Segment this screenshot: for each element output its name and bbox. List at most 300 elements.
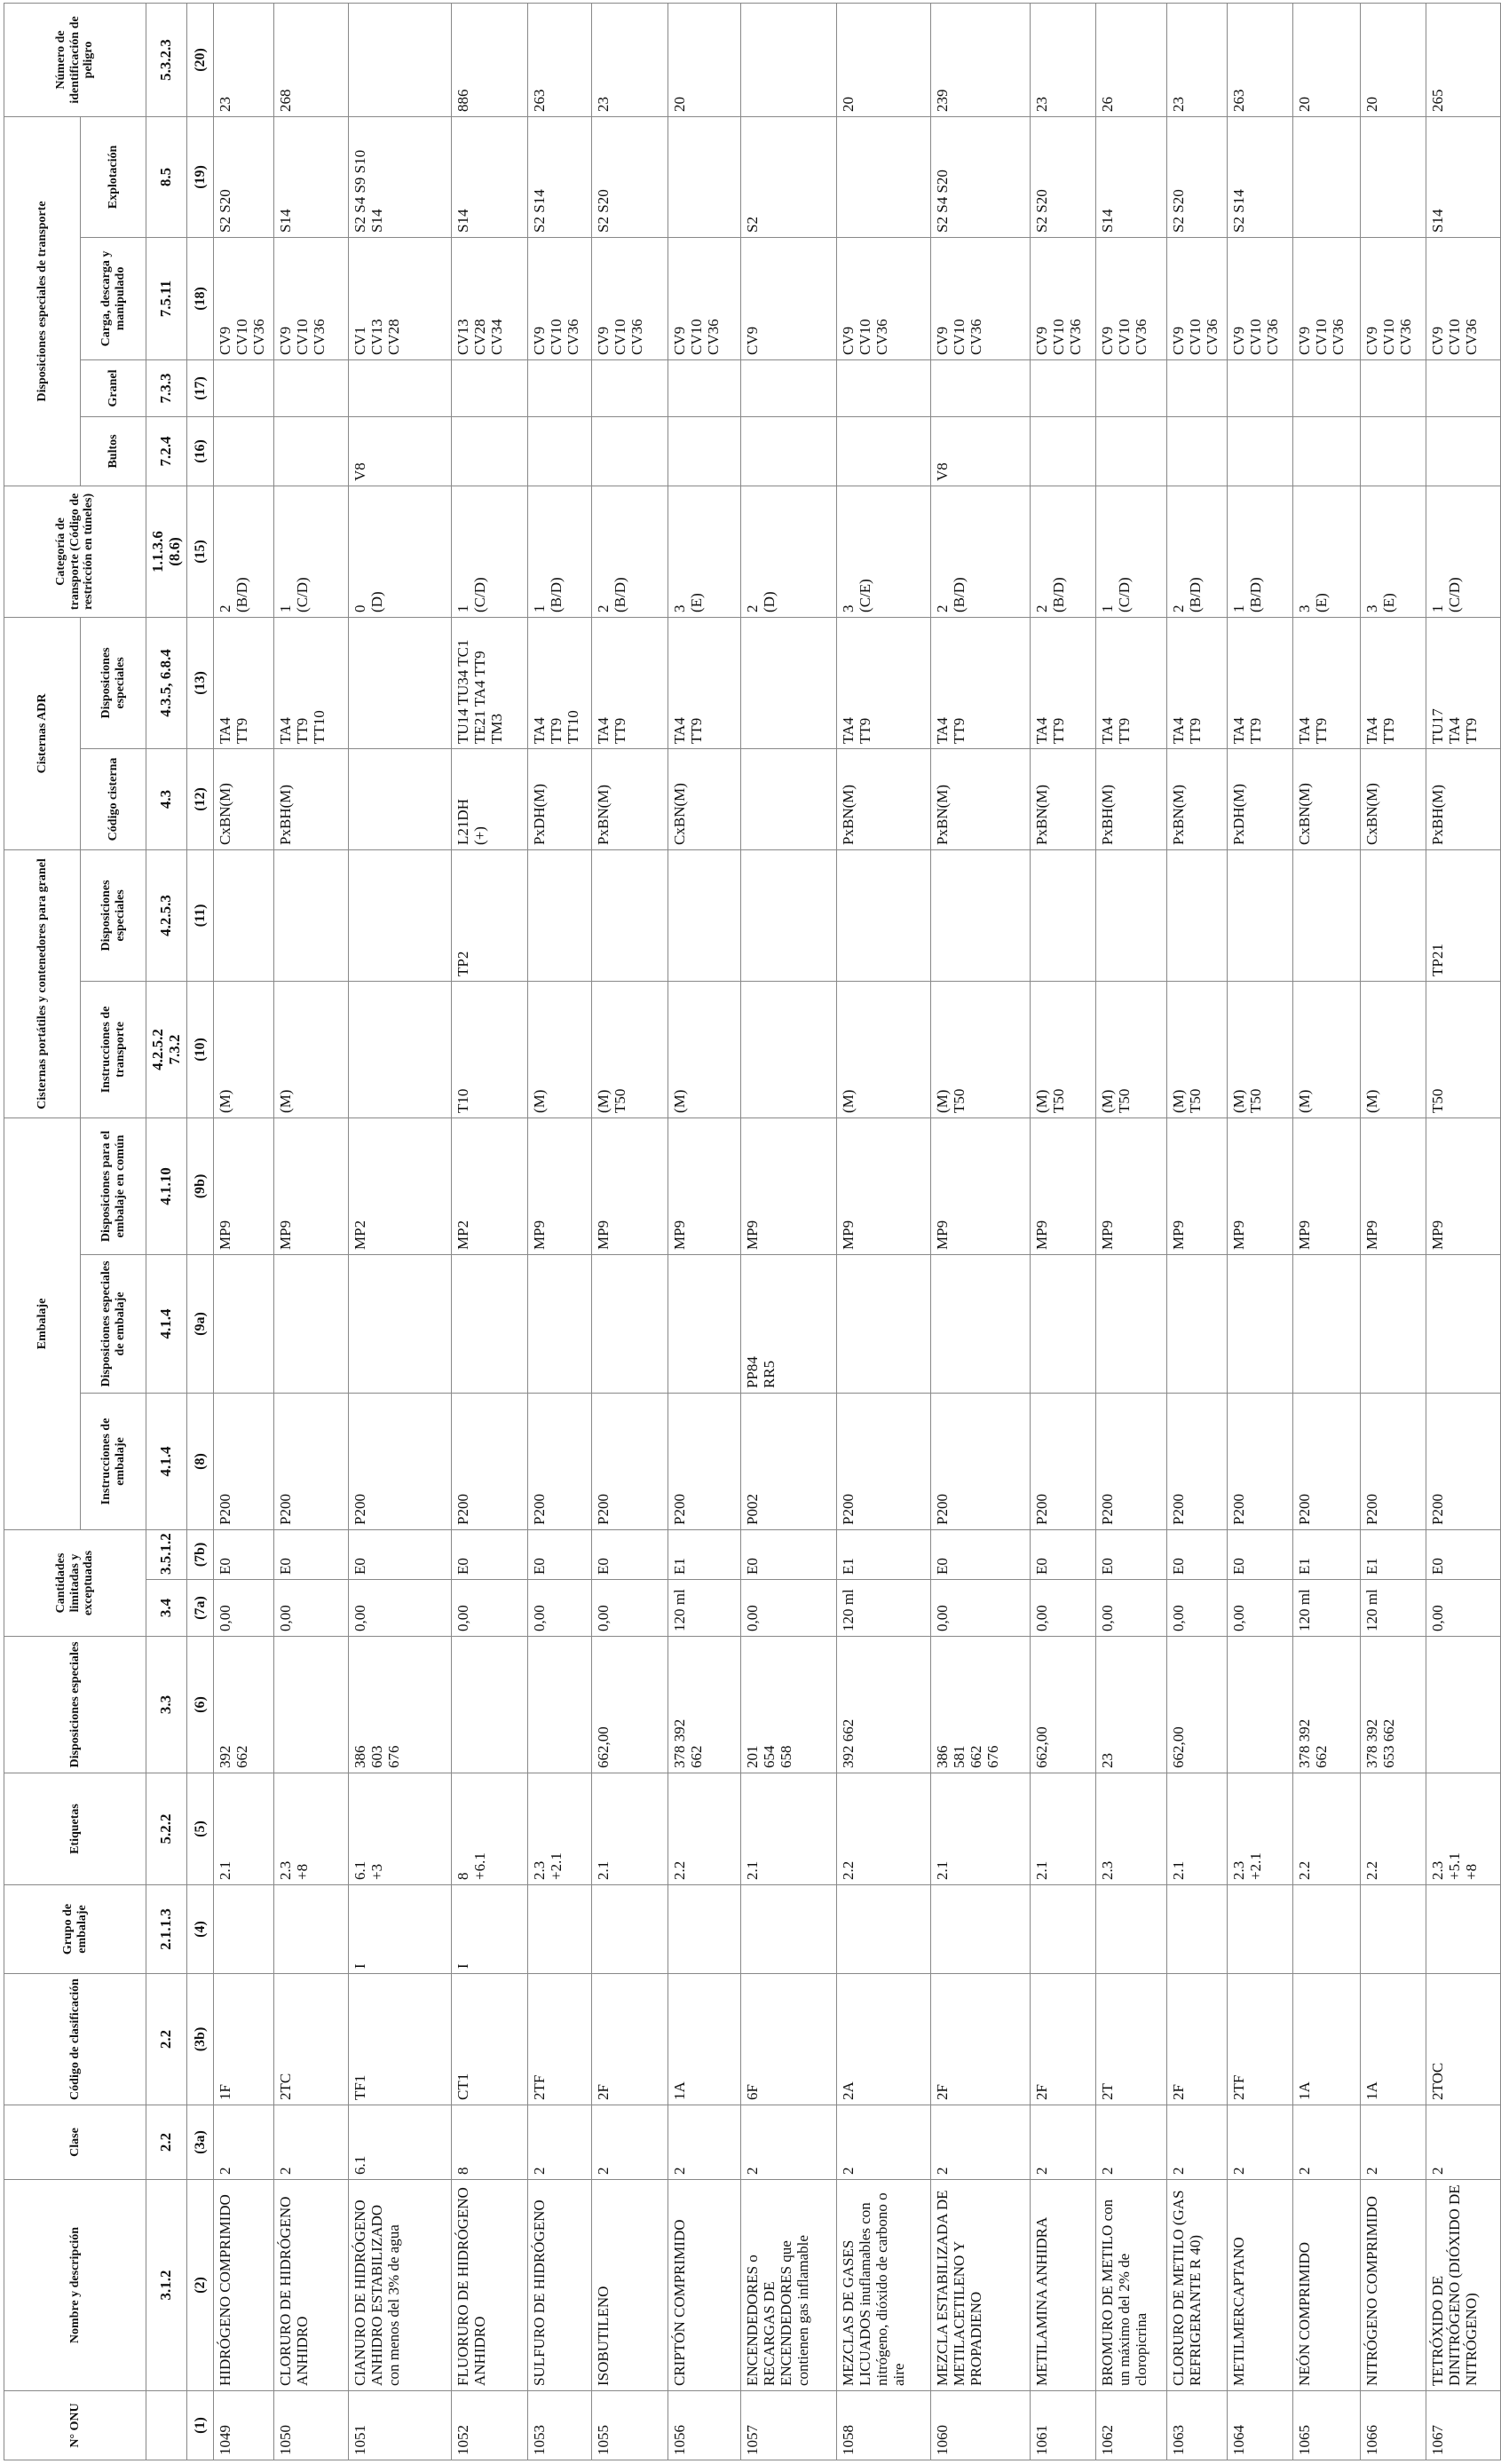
- cell-cantidad-exceptuada: E0: [274, 1530, 349, 1580]
- cell-adr-codigo: CxBN(M): [668, 748, 741, 849]
- header-name: Nombre y descripción: [4, 2180, 146, 2391]
- cell-embalaje-instrucciones: P200: [592, 1394, 668, 1530]
- cell-cp-instrucciones: T50: [1426, 981, 1501, 1117]
- cell-codigo: 2T: [1096, 1974, 1167, 2105]
- cell-categoria: 2 (B/D): [1031, 486, 1096, 617]
- cell-cantidad-limitada: 0,00: [741, 1580, 837, 1637]
- cell-clase: 2: [668, 2105, 741, 2180]
- cell-granel: [1361, 359, 1426, 416]
- cell-categoria: 3 (E): [1361, 486, 1426, 617]
- cell-categoria: 1 (B/D): [1228, 486, 1293, 617]
- cell-un-number: 1061: [1031, 2391, 1096, 2460]
- cell-disposiciones-especiales: [1228, 1637, 1293, 1773]
- cell-cantidad-exceptuada: E0: [741, 1530, 837, 1580]
- cell-cantidad-limitada: 0,00: [1426, 1580, 1501, 1637]
- cell-cantidad-limitada: 120 ml: [1293, 1580, 1361, 1637]
- cell-peligro: 20: [1361, 3, 1426, 116]
- cell-granel: [741, 359, 837, 416]
- cell-etiquetas: 2.3 +2.1: [1228, 1773, 1293, 1885]
- cell-bultos: V8: [931, 416, 1031, 486]
- cell-granel: [1228, 359, 1293, 416]
- cell-etiquetas: 2.1: [1167, 1773, 1228, 1885]
- cell-peligro: 20: [1293, 3, 1361, 116]
- cell-carga: CV9 CV10 CV36: [837, 237, 931, 359]
- cell-cantidad-limitada: 0,00: [1167, 1580, 1228, 1637]
- column-number-cell-11: (9a): [187, 1255, 214, 1394]
- cell-embalaje-comun: MP9: [1096, 1117, 1167, 1254]
- cell-embalaje-instrucciones: P200: [1426, 1394, 1501, 1530]
- cell-grupo: I: [349, 1885, 452, 1974]
- column-number-cell-2: (2): [187, 2180, 214, 2391]
- cell-name: NITRÓGENO COMPRIMIDO: [1361, 2180, 1426, 2391]
- reference-cell-4: 2.2: [146, 1974, 187, 2105]
- dangerous-goods-table: [4, 3, 1501, 2460]
- table-row: [452, 3, 528, 2460]
- cell-embalaje-instrucciones: P200: [528, 1394, 592, 1530]
- cell-embalaje-disposiciones: [274, 1255, 349, 1394]
- cell-name: HIDRÓGENO COMPRIMIDO: [214, 2180, 274, 2391]
- header-emb-disposiciones: Disposiciones especiales de embalaje: [81, 1255, 146, 1394]
- cell-codigo: 1F: [214, 1974, 274, 2105]
- cell-explotacion: [1293, 116, 1361, 237]
- cell-etiquetas: 2.3: [1096, 1773, 1167, 1885]
- cell-bultos: [1096, 416, 1167, 486]
- column-number-row: [187, 3, 214, 2460]
- header-cantidades: Cantidades limitadas y exceptuadas: [4, 1530, 146, 1637]
- cell-cantidad-limitada: 0,00: [1228, 1580, 1293, 1637]
- cell-clase: 2: [1167, 2105, 1228, 2180]
- reference-cell-12: 4.1.10: [146, 1117, 187, 1254]
- cell-codigo: 2F: [931, 1974, 1031, 2105]
- cell-bultos: [1167, 416, 1228, 486]
- cell-adr-disposiciones: TA4 TT9: [1096, 617, 1167, 748]
- reference-cell-9: 3.5.1.2: [146, 1530, 187, 1580]
- cell-grupo: [592, 1885, 668, 1974]
- cell-explotacion: [668, 116, 741, 237]
- cell-etiquetas: 2.1: [741, 1773, 837, 1885]
- cell-cp-disposiciones: [1361, 849, 1426, 981]
- cell-cp-disposiciones: [528, 849, 592, 981]
- cell-peligro: 20: [668, 3, 741, 116]
- cell-peligro: 263: [528, 3, 592, 116]
- cell-bultos: [274, 416, 349, 486]
- cell-carga: CV9 CV10 CV36: [1031, 237, 1096, 359]
- cell-carga: CV9 CV10 CV36: [1167, 237, 1228, 359]
- cell-clase: 6.1: [349, 2105, 452, 2180]
- cell-peligro: 20: [837, 3, 931, 116]
- cell-granel: [214, 359, 274, 416]
- column-number-cell-14: (11): [187, 849, 214, 981]
- cell-embalaje-instrucciones: P200: [837, 1394, 931, 1530]
- cell-bultos: [452, 416, 528, 486]
- cell-bultos: [1031, 416, 1096, 486]
- cell-codigo: CT1: [452, 1974, 528, 2105]
- cell-cp-disposiciones: [1228, 849, 1293, 981]
- cell-explotacion: [1361, 116, 1426, 237]
- cell-cantidad-limitada: 0,00: [274, 1580, 349, 1637]
- cell-un-number: 1052: [452, 2391, 528, 2460]
- cell-codigo: 2A: [837, 1974, 931, 2105]
- cell-disposiciones-especiales: 386 581 662 676: [931, 1637, 1031, 1773]
- cell-adr-disposiciones: TA4 TT9: [837, 617, 931, 748]
- header-cp-disposiciones: Disposiciones especiales: [81, 849, 146, 981]
- cell-codigo: 6F: [741, 1974, 837, 2105]
- cell-embalaje-comun: MP9: [592, 1117, 668, 1254]
- cell-peligro: 23: [592, 3, 668, 116]
- column-number-cell-3: (3a): [187, 2105, 214, 2180]
- cell-embalaje-disposiciones: PP84 RR5: [741, 1255, 837, 1394]
- header-adr-codigo: Código cisterna: [81, 748, 146, 849]
- cell-cantidad-exceptuada: E0: [1031, 1530, 1096, 1580]
- cell-name: CRIPTÓN COMPRIMIDO: [668, 2180, 741, 2391]
- cell-grupo: I: [452, 1885, 528, 1974]
- cell-carga: CV9 CV10 CV36: [668, 237, 741, 359]
- cell-adr-disposiciones: TA4 TT9: [1293, 617, 1361, 748]
- table-row: [741, 3, 837, 2460]
- cell-categoria: 3 (C/E): [837, 486, 931, 617]
- reference-cell-15: 4.3: [146, 748, 187, 849]
- column-number-cell-22: (20): [187, 3, 214, 116]
- cell-cp-disposiciones: TP2: [452, 849, 528, 981]
- cell-embalaje-disposiciones: [1228, 1255, 1293, 1394]
- cell-disposiciones-especiales: [274, 1637, 349, 1773]
- header-cisternas-portatiles: Cisternas portátiles y contenedores para granel: [4, 849, 81, 1117]
- header-codigo: Código de clasificación: [4, 1974, 146, 2105]
- reference-cell-18: 7.2.4: [146, 416, 187, 486]
- cell-un-number: 1063: [1167, 2391, 1228, 2460]
- cell-un-number: 1065: [1293, 2391, 1361, 2460]
- cell-un-number: 1062: [1096, 2391, 1167, 2460]
- cell-explotacion: S2 S4 S9 S10 S14: [349, 116, 452, 237]
- table-row: [592, 3, 668, 2460]
- cell-etiquetas: 2.1: [931, 1773, 1031, 1885]
- cell-cantidad-limitada: 0,00: [528, 1580, 592, 1637]
- cell-explotacion: S2 S20: [592, 116, 668, 237]
- cell-cantidad-limitada: 0,00: [349, 1580, 452, 1637]
- cell-name: MEZCLAS DE GASES LICUADOS inuflamables con nitrógeno, dióxido de carbono o aire: [837, 2180, 931, 2391]
- cell-cantidad-exceptuada: E0: [592, 1530, 668, 1580]
- table-head: [4, 3, 214, 2460]
- cell-cantidad-exceptuada: E0: [214, 1530, 274, 1580]
- cell-name: CLORURO DE HIDRÓGENO ANHIDRO: [274, 2180, 349, 2391]
- cell-clase: 2: [931, 2105, 1031, 2180]
- cell-cp-instrucciones: (M): [1361, 981, 1426, 1117]
- cell-embalaje-comun: MP9: [274, 1117, 349, 1254]
- cell-cantidad-exceptuada: E1: [1361, 1530, 1426, 1580]
- cell-un-number: 1058: [837, 2391, 931, 2460]
- cell-etiquetas: 6.1 +3: [349, 1773, 452, 1885]
- cell-grupo: [1228, 1885, 1293, 1974]
- cell-explotacion: S2: [741, 116, 837, 237]
- header-adr-disposiciones: Disposiciones especiales: [81, 617, 146, 748]
- cell-adr-codigo: [349, 748, 452, 849]
- cell-disposiciones-especiales: [528, 1637, 592, 1773]
- cell-etiquetas: 2.3 +8: [274, 1773, 349, 1885]
- cell-categoria: 1 (C/D): [1426, 486, 1501, 617]
- cell-embalaje-comun: MP9: [1031, 1117, 1096, 1254]
- cell-adr-codigo: PxBH(M): [1096, 748, 1167, 849]
- table-row: [1426, 3, 1501, 2460]
- cell-embalaje-disposiciones: [1096, 1255, 1167, 1394]
- cell-peligro: 26: [1096, 3, 1167, 116]
- cell-embalaje-instrucciones: P002: [741, 1394, 837, 1530]
- column-number-cell-9: (7b): [187, 1530, 214, 1580]
- cell-adr-disposiciones: TA4 TT9: [1167, 617, 1228, 748]
- cell-cp-instrucciones: [349, 981, 452, 1117]
- cell-disposiciones-especiales: 378 392 653 662: [1361, 1637, 1426, 1773]
- cell-granel: [1293, 359, 1361, 416]
- cell-cp-disposiciones: [741, 849, 837, 981]
- cell-cp-instrucciones: T10: [452, 981, 528, 1117]
- cell-codigo: TF1: [349, 1974, 452, 2105]
- cell-peligro: 265: [1426, 3, 1501, 116]
- cell-embalaje-instrucciones: P200: [668, 1394, 741, 1530]
- column-number-cell-10: (8): [187, 1394, 214, 1530]
- cell-categoria: 2 (B/D): [214, 486, 274, 617]
- column-number-cell-19: (17): [187, 359, 214, 416]
- reference-cell-7: 3.3: [146, 1637, 187, 1773]
- header-clase: Clase: [4, 2105, 146, 2180]
- cell-adr-codigo: PxBN(M): [837, 748, 931, 849]
- table-row: [1228, 3, 1293, 2460]
- cell-explotacion: [837, 116, 931, 237]
- cell-cp-instrucciones: (M): [837, 981, 931, 1117]
- reference-cell-11: 4.1.4: [146, 1255, 187, 1394]
- cell-embalaje-comun: MP9: [741, 1117, 837, 1254]
- cell-embalaje-comun: MP9: [214, 1117, 274, 1254]
- cell-embalaje-instrucciones: P200: [349, 1394, 452, 1530]
- header-embalaje: Embalaje: [4, 1117, 81, 1529]
- cell-un-number: 1055: [592, 2391, 668, 2460]
- cell-embalaje-instrucciones: P200: [452, 1394, 528, 1530]
- cell-granel: [1031, 359, 1096, 416]
- cell-grupo: [1031, 1885, 1096, 1974]
- cell-clase: 2: [1293, 2105, 1361, 2180]
- header-disposiciones-especiales: Disposiciones especiales: [4, 1637, 146, 1773]
- cell-embalaje-comun: MP9: [528, 1117, 592, 1254]
- cell-carga: CV9 CV10 CV36: [1426, 237, 1501, 359]
- header-peligro: Número de identificación de peligro: [4, 3, 146, 116]
- cell-clase: 8: [452, 2105, 528, 2180]
- cell-disposiciones-especiales: 392 662: [837, 1637, 931, 1773]
- cell-clase: 2: [1426, 2105, 1501, 2180]
- reference-cell-8: 3.4: [146, 1580, 187, 1637]
- header-grupo: Grupo de embalaje: [4, 1885, 146, 1974]
- cell-clase: 2: [274, 2105, 349, 2180]
- table-row: [349, 3, 452, 2460]
- cell-name: ISOBUTILENO: [592, 2180, 668, 2391]
- cell-cp-instrucciones: (M): [1293, 981, 1361, 1117]
- cell-categoria: 3 (E): [1293, 486, 1361, 617]
- cell-adr-codigo: CxBN(M): [1293, 748, 1361, 849]
- cell-embalaje-comun: MP9: [837, 1117, 931, 1254]
- cell-codigo: 2TF: [528, 1974, 592, 2105]
- cell-cp-instrucciones: (M) T50: [931, 981, 1031, 1117]
- reference-cell-22: 5.3.2.3: [146, 3, 187, 116]
- cell-embalaje-instrucciones: P200: [214, 1394, 274, 1530]
- table-row: [1096, 3, 1167, 2460]
- cell-cp-instrucciones: (M) T50: [1031, 981, 1096, 1117]
- column-number-cell-16: (13): [187, 617, 214, 748]
- cell-bultos: [592, 416, 668, 486]
- cell-cantidad-limitada: 120 ml: [1361, 1580, 1426, 1637]
- cell-adr-disposiciones: TA4 TT9: [214, 617, 274, 748]
- cell-cp-disposiciones: [1031, 849, 1096, 981]
- cell-un-number: 1057: [741, 2391, 837, 2460]
- table-row: [931, 3, 1031, 2460]
- table-row: [1031, 3, 1096, 2460]
- cell-adr-codigo: PxBN(M): [592, 748, 668, 849]
- cell-categoria: 1 (B/D): [528, 486, 592, 617]
- cell-peligro: 263: [1228, 3, 1293, 116]
- cell-un-number: 1049: [214, 2391, 274, 2460]
- cell-explotacion: S2 S20: [1031, 116, 1096, 237]
- column-number-cell-4: (3b): [187, 1974, 214, 2105]
- cell-carga: CV9: [741, 237, 837, 359]
- cell-cantidad-exceptuada: E0: [931, 1530, 1031, 1580]
- cell-categoria: 1 (C/D): [452, 486, 528, 617]
- cell-embalaje-instrucciones: P200: [931, 1394, 1031, 1530]
- cell-name: METILAMINA ANHIDRA: [1031, 2180, 1096, 2391]
- cell-categoria: 3 (E): [668, 486, 741, 617]
- cell-name: SULFURO DE HIDRÓGENO: [528, 2180, 592, 2391]
- cell-disposiciones-especiales: 378 392 662: [1293, 1637, 1361, 1773]
- cell-peligro: 268: [274, 3, 349, 116]
- cell-adr-codigo: CxBN(M): [214, 748, 274, 849]
- cell-embalaje-instrucciones: P200: [1293, 1394, 1361, 1530]
- reference-cell-21: 8.5: [146, 116, 187, 237]
- cell-embalaje-instrucciones: P200: [1167, 1394, 1228, 1530]
- cell-peligro: 239: [931, 3, 1031, 116]
- cell-explotacion: S14: [274, 116, 349, 237]
- cell-peligro: 23: [214, 3, 274, 116]
- header-cisternas-adr: Cisternas ADR: [4, 617, 81, 849]
- cell-cantidad-exceptuada: E1: [668, 1530, 741, 1580]
- cell-grupo: [1293, 1885, 1361, 1974]
- cell-grupo: [1426, 1885, 1501, 1974]
- cell-codigo: 2F: [1167, 1974, 1228, 2105]
- cell-adr-disposiciones: TA4 TT9: [1031, 617, 1096, 748]
- column-number-cell-17: (15): [187, 486, 214, 617]
- cell-etiquetas: 2.3 +2.1: [528, 1773, 592, 1885]
- table-row: [274, 3, 349, 2460]
- cell-granel: [668, 359, 741, 416]
- cell-embalaje-disposiciones: [931, 1255, 1031, 1394]
- cell-etiquetas: 2.2: [837, 1773, 931, 1885]
- column-number-cell-13: (10): [187, 981, 214, 1117]
- cell-adr-disposiciones: TA4 TT9: [1228, 617, 1293, 748]
- cell-granel: [349, 359, 452, 416]
- cell-cp-instrucciones: (M): [214, 981, 274, 1117]
- cell-codigo: 2F: [1031, 1974, 1096, 2105]
- column-number-cell-20: (18): [187, 237, 214, 359]
- cell-carga: CV9 CV10 CV36: [528, 237, 592, 359]
- cell-disposiciones-especiales: [452, 1637, 528, 1773]
- cell-disposiciones-especiales: 386 603 676: [349, 1637, 452, 1773]
- cell-categoria: 1 (C/D): [274, 486, 349, 617]
- cell-cantidad-limitada: 0,00: [452, 1580, 528, 1637]
- cell-adr-codigo: PxBN(M): [931, 748, 1031, 849]
- cell-embalaje-disposiciones: [452, 1255, 528, 1394]
- cell-embalaje-comun: MP9: [931, 1117, 1031, 1254]
- header-cp-instrucciones: Instrucciones de transporte: [81, 981, 146, 1117]
- header-explotacion: Explotación: [81, 116, 146, 237]
- cell-adr-disposiciones: TU14 TU34 TC1 TE21 TA4 TT9 TM3: [452, 617, 528, 748]
- cell-embalaje-instrucciones: P200: [1361, 1394, 1426, 1530]
- cell-cp-disposiciones: [349, 849, 452, 981]
- cell-grupo: [1361, 1885, 1426, 1974]
- reference-cell-2: 3.1.2: [146, 2180, 187, 2391]
- cell-explotacion: S2 S20: [214, 116, 274, 237]
- cell-peligro: [741, 3, 837, 116]
- cell-carga: CV13 CV28 CV34: [452, 237, 528, 359]
- cell-embalaje-disposiciones: [1167, 1255, 1228, 1394]
- cell-etiquetas: 2.1: [214, 1773, 274, 1885]
- cell-embalaje-comun: MP2: [349, 1117, 452, 1254]
- cell-cantidad-limitada: 120 ml: [837, 1580, 931, 1637]
- table-body: [214, 3, 1501, 2460]
- cell-adr-codigo: PxBN(M): [1031, 748, 1096, 849]
- cell-codigo: 1A: [1293, 1974, 1361, 2105]
- cell-embalaje-disposiciones: [1293, 1255, 1361, 1394]
- cell-grupo: [1096, 1885, 1167, 1974]
- header-disposiciones-transporte: Disposiciones especiales de transporte: [4, 116, 81, 486]
- cell-granel: [1167, 359, 1228, 416]
- cell-cp-instrucciones: (M) T50: [1167, 981, 1228, 1117]
- cell-codigo: 2F: [592, 1974, 668, 2105]
- cell-name: CIANURO DE HIDRÓGENO ANHIDRO ESTABILIZADO con menos del 3% de agua: [349, 2180, 452, 2391]
- cell-grupo: [837, 1885, 931, 1974]
- reference-cell-20: 7.5.11: [146, 237, 187, 359]
- cell-disposiciones-especiales: 392 662: [214, 1637, 274, 1773]
- cell-codigo: 1A: [668, 1974, 741, 2105]
- cell-cp-disposiciones: [214, 849, 274, 981]
- cell-explotacion: S2 S4 S20: [931, 116, 1031, 237]
- column-number-cell-8: (7a): [187, 1580, 214, 1637]
- cell-cantidad-limitada: 0,00: [592, 1580, 668, 1637]
- cell-carga: CV9 CV10 CV36: [1228, 237, 1293, 359]
- cell-embalaje-instrucciones: P200: [1096, 1394, 1167, 1530]
- cell-peligro: [349, 3, 452, 116]
- cell-cp-disposiciones: TP21: [1426, 849, 1501, 981]
- cell-granel: [1426, 359, 1501, 416]
- table-row: [837, 3, 931, 2460]
- cell-etiquetas: 8 +6.1: [452, 1773, 528, 1885]
- cell-embalaje-instrucciones: P200: [274, 1394, 349, 1530]
- cell-embalaje-instrucciones: P200: [1031, 1394, 1096, 1530]
- table-row: [1293, 3, 1361, 2460]
- cell-carga: CV9 CV10 CV36: [214, 237, 274, 359]
- cell-cp-disposiciones: [274, 849, 349, 981]
- cell-granel: [452, 359, 528, 416]
- cell-cantidad-limitada: 0,00: [1096, 1580, 1167, 1637]
- column-number-cell-15: (12): [187, 748, 214, 849]
- cell-embalaje-comun: MP9: [1228, 1117, 1293, 1254]
- reference-cell-14: 4.2.5.3: [146, 849, 187, 981]
- cell-bultos: [1426, 416, 1501, 486]
- cell-disposiciones-especiales: 23: [1096, 1637, 1167, 1773]
- cell-embalaje-disposiciones: [1031, 1255, 1096, 1394]
- cell-cantidad-limitada: 0,00: [1031, 1580, 1096, 1637]
- cell-granel: [1096, 359, 1167, 416]
- reference-cell-17: 1.1.3.6 (8.6): [146, 486, 187, 617]
- cell-adr-disposiciones: TA4 TT9: [931, 617, 1031, 748]
- cell-embalaje-comun: MP2: [452, 1117, 528, 1254]
- cell-embalaje-comun: MP9: [1361, 1117, 1426, 1254]
- cell-adr-disposiciones: TA4 TT9: [592, 617, 668, 748]
- cell-cp-disposiciones: [931, 849, 1031, 981]
- cell-cp-instrucciones: (M) T50: [1096, 981, 1167, 1117]
